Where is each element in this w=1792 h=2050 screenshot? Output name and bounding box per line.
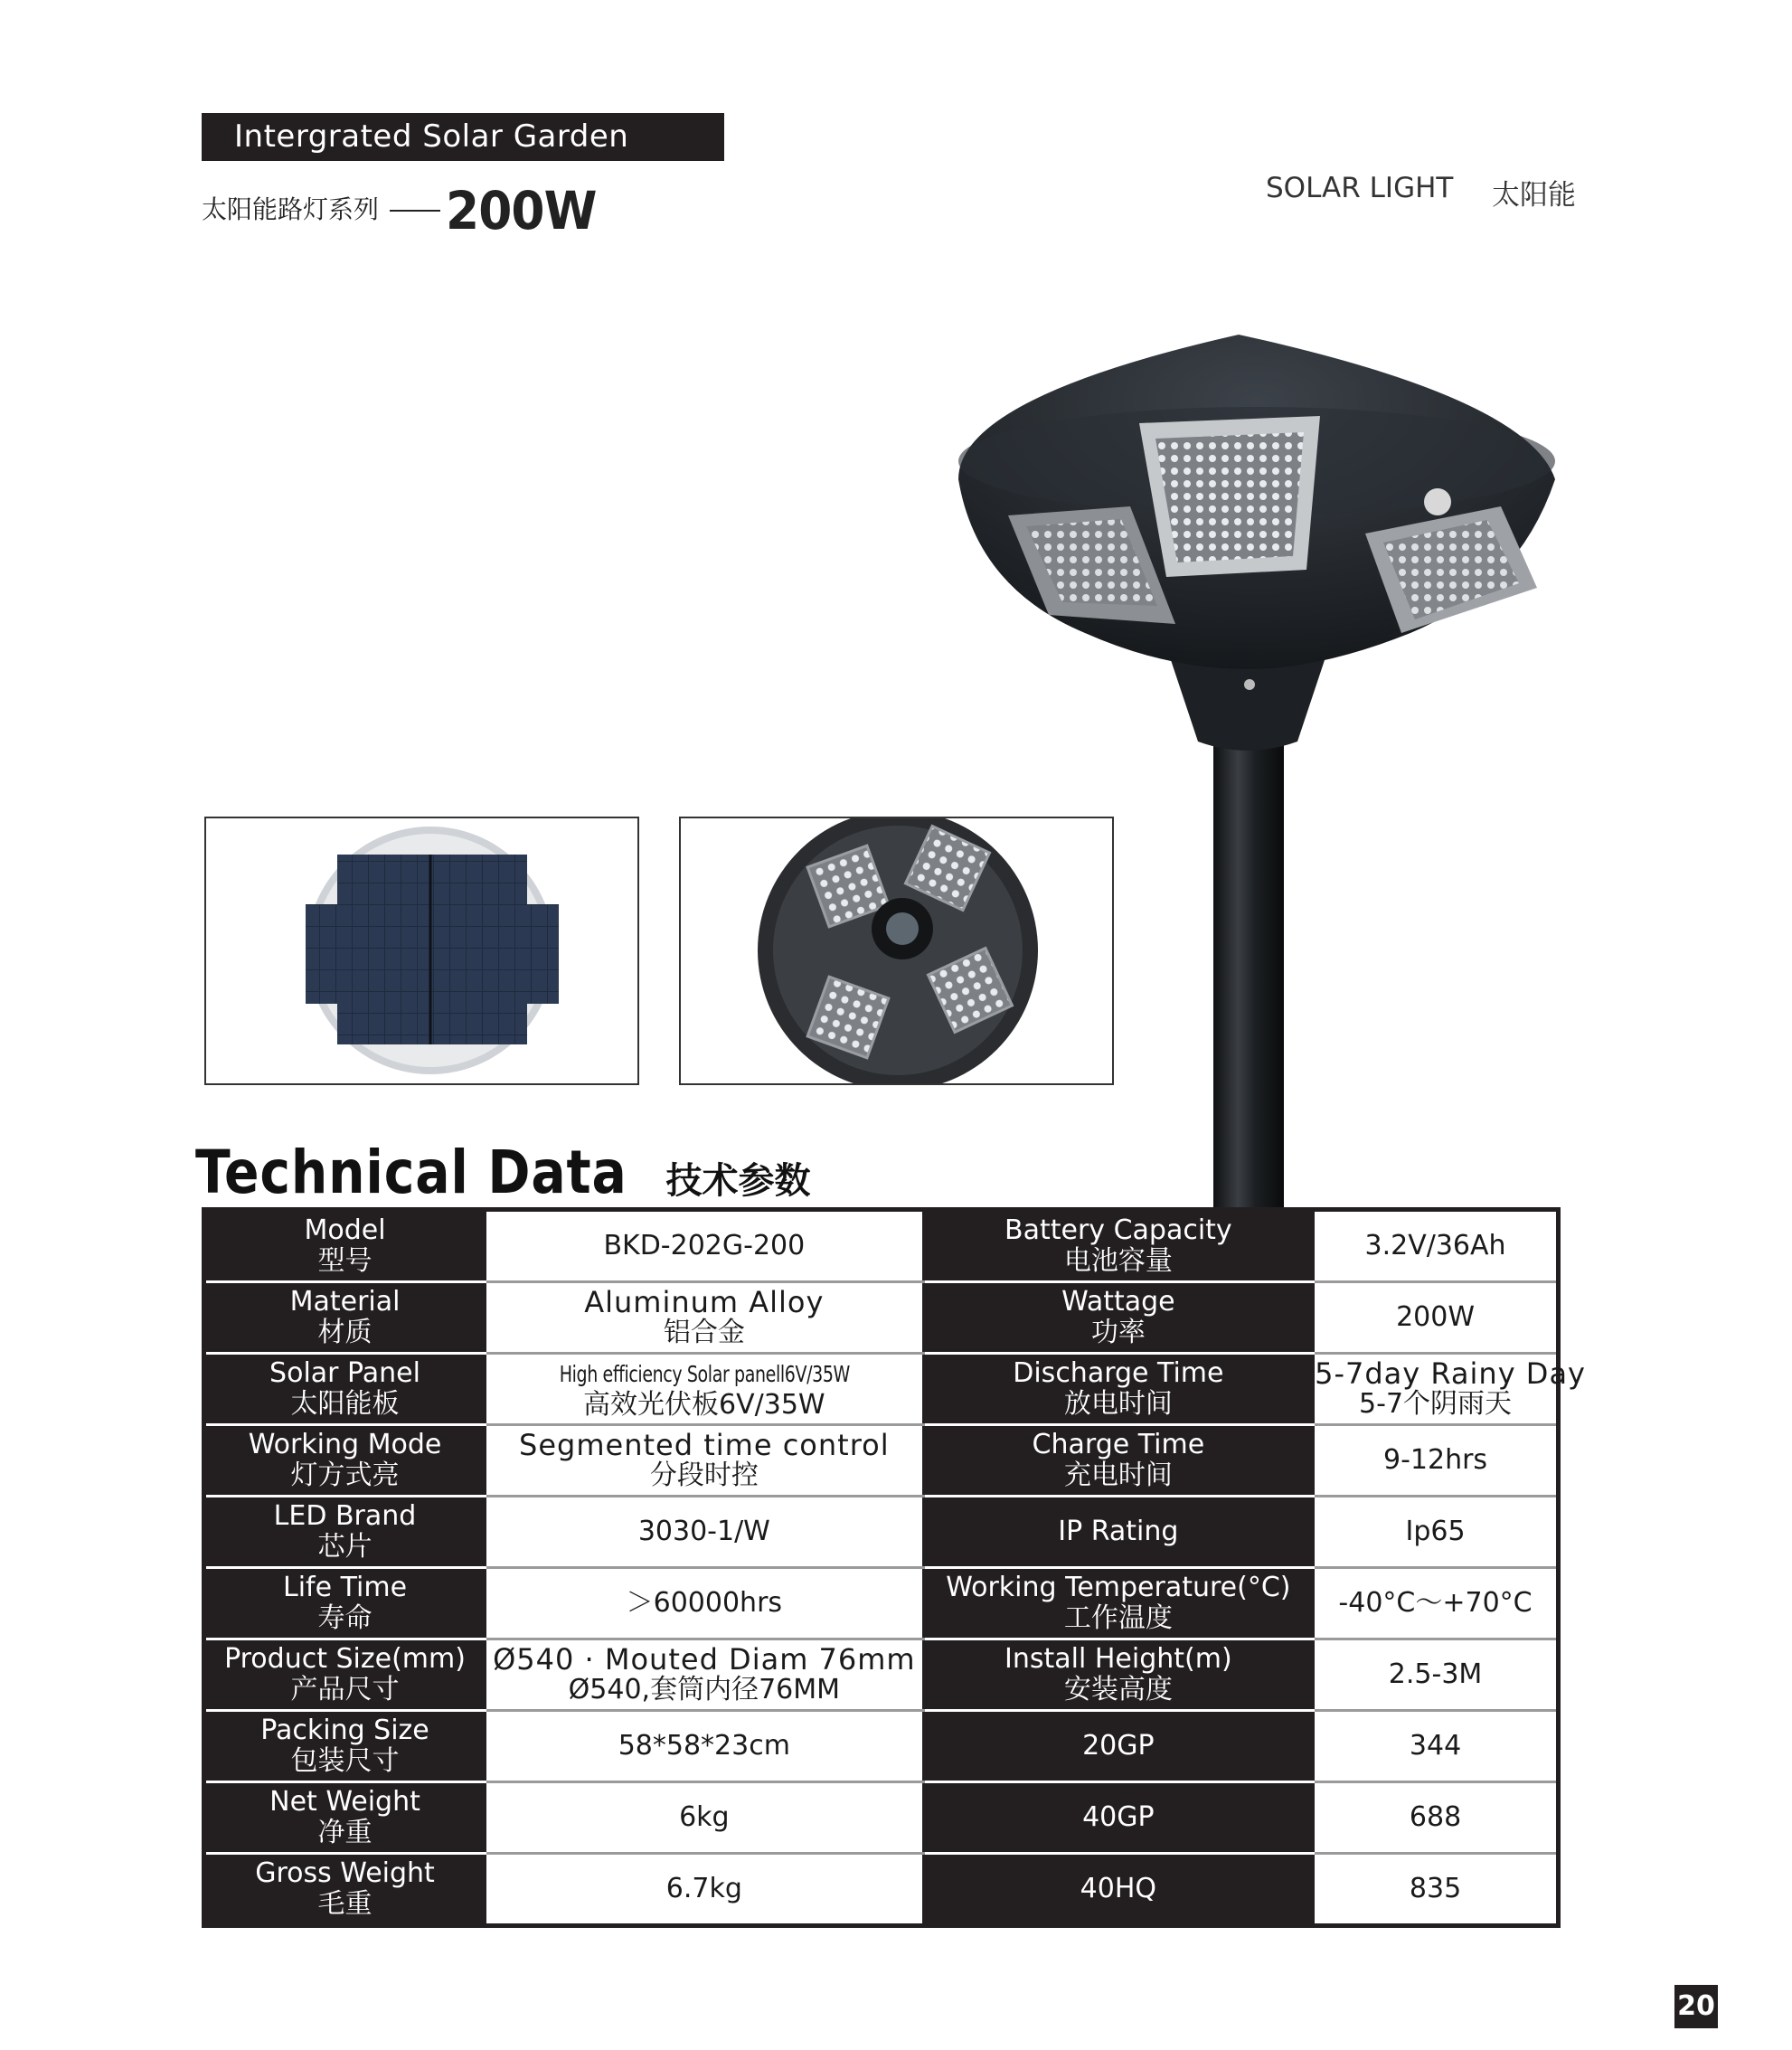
solar-panel-image: [206, 818, 637, 1083]
spec-label-cell: [204, 1568, 486, 1639]
spec-value-cell: [1314, 1282, 1559, 1354]
spec-row: [204, 1210, 1559, 1282]
spec-value: BKD-202G-200: [603, 1230, 806, 1261]
spec-label-cell: [923, 1497, 1313, 1568]
spec-label: 包装尺寸: [290, 1745, 400, 1777]
spec-label: 芯片: [317, 1531, 373, 1563]
spec-row: [204, 1282, 1559, 1354]
spec-value-cell: [486, 1425, 924, 1497]
spec-value: 688: [1409, 1801, 1462, 1833]
spec-row: [204, 1497, 1559, 1568]
spec-value-cell: [486, 1210, 924, 1282]
spec-label-cell: [204, 1282, 486, 1354]
spec-value: Ip65: [1405, 1516, 1466, 1547]
spec-label: Model: [304, 1214, 386, 1246]
spec-value-cell: [1314, 1497, 1559, 1568]
spec-value: 5-7day Rainy Day: [1315, 1356, 1586, 1391]
spec-label-cell: [923, 1782, 1313, 1854]
spec-label: Charge Time: [1032, 1429, 1205, 1460]
spec-value: -40°C～+70°C: [1338, 1587, 1533, 1619]
spec-value: High efficiency Solar panell6V/35W: [559, 1360, 850, 1387]
spec-label: 功率: [1090, 1317, 1146, 1348]
solar-light-label: SOLAR LIGHT: [1266, 172, 1454, 204]
spec-value-cell: [1314, 1210, 1559, 1282]
spec-value: 200W: [1396, 1301, 1475, 1333]
technical-data-title: Technical Data: [195, 1138, 627, 1207]
spec-label: 寿命: [317, 1602, 373, 1634]
spec-value-cell: [1314, 1354, 1586, 1425]
spec-label-cell: [204, 1782, 486, 1854]
spec-label-cell: [923, 1639, 1313, 1711]
spec-label: Solar Panel: [269, 1357, 420, 1389]
spec-label: 电池容量: [1063, 1245, 1173, 1277]
lamp-underside-thumbnail: [679, 817, 1114, 1085]
spec-value-cell: [486, 1568, 924, 1639]
spec-value-cell: [1314, 1568, 1559, 1639]
technical-data-heading: [195, 1138, 811, 1207]
spec-value: 58*58*23cm: [618, 1730, 790, 1762]
spec-label: Wattage: [1061, 1286, 1175, 1318]
spec-value: 3030-1/W: [637, 1516, 770, 1547]
spec-label: Gross Weight: [255, 1857, 435, 1889]
spec-value-cell: [1314, 1639, 1559, 1711]
subtitle-dash: [390, 210, 440, 212]
spec-label: IP Rating: [1058, 1516, 1179, 1547]
spec-value: 分段时控: [649, 1460, 759, 1491]
spec-label: Battery Capacity: [1004, 1214, 1232, 1246]
spec-label: 净重: [317, 1817, 373, 1848]
spec-row: [204, 1782, 1559, 1854]
spec-label-cell: [204, 1854, 486, 1926]
spec-label-cell: [204, 1639, 486, 1711]
spec-value-cell: [486, 1354, 924, 1425]
spec-label: 太阳能板: [290, 1388, 400, 1420]
spec-label: Life Time: [283, 1572, 408, 1603]
solar-label-cn: 太阳能: [1492, 179, 1576, 212]
spec-label: 充电时间: [1063, 1460, 1173, 1491]
spec-label-cell: [923, 1282, 1313, 1354]
spec-label: Discharge Time: [1013, 1357, 1224, 1389]
spec-value: 高效光伏板6V/35W: [583, 1388, 825, 1421]
spec-label: 产品尺寸: [290, 1674, 400, 1705]
spec-value-cell: [486, 1782, 924, 1854]
spec-value-cell: [486, 1282, 924, 1354]
spec-value: 9-12hrs: [1383, 1444, 1488, 1476]
spec-row: [204, 1711, 1559, 1782]
spec-value: 5-7个阴雨天: [1359, 1388, 1513, 1420]
lamp-underside-image: [681, 818, 1112, 1083]
spec-label: LED Brand: [273, 1500, 417, 1532]
spec-label: Install Height(m): [1004, 1643, 1232, 1675]
spec-value-cell: [1314, 1425, 1559, 1497]
spec-label-cell: [923, 1854, 1313, 1926]
spec-value: 344: [1409, 1730, 1462, 1762]
product-title-bar: [202, 113, 724, 203]
spec-label-cell: [204, 1210, 486, 1282]
spec-value: 6kg: [679, 1801, 730, 1833]
spec-label: 安装高度: [1063, 1674, 1173, 1705]
spec-label: 放电时间: [1063, 1388, 1173, 1420]
product-wattage: 200W: [446, 180, 597, 241]
spec-label: Working Temperature(°C): [946, 1572, 1291, 1603]
series-name-cn: 太阳能路灯系列: [202, 194, 380, 224]
product-subtitle: [202, 174, 609, 247]
spec-value-cell: [486, 1711, 924, 1782]
spec-label-cell: [923, 1711, 1313, 1782]
spec-row: [204, 1568, 1559, 1639]
technical-data-table: [202, 1207, 1586, 1928]
spec-value-cell: [1314, 1782, 1559, 1854]
spec-label-cell: [923, 1210, 1313, 1282]
spec-row: [204, 1639, 1559, 1711]
spec-value: 2.5-3M: [1388, 1658, 1483, 1690]
spec-label-cell: [204, 1354, 486, 1425]
spec-value-cell: [486, 1854, 924, 1926]
spec-row: [204, 1854, 1559, 1926]
spec-row: [204, 1425, 1559, 1497]
spec-label: 20GP: [1082, 1730, 1155, 1762]
spec-label: Net Weight: [269, 1786, 420, 1818]
spec-label: 毛重: [317, 1888, 373, 1920]
spec-value: ＞60000hrs: [626, 1587, 783, 1619]
spec-label-cell: [923, 1354, 1313, 1425]
technical-data-title-cn: 技术参数: [665, 1160, 811, 1202]
spec-label-cell: [923, 1568, 1313, 1639]
spec-value: Ø540,套筒内径76MM: [568, 1674, 841, 1705]
solar-panel-thumbnail: [204, 817, 639, 1085]
spec-label: Packing Size: [260, 1715, 429, 1746]
spec-label-cell: [204, 1425, 486, 1497]
spec-label: Material: [289, 1286, 401, 1318]
spec-label-cell: [204, 1497, 486, 1568]
product-title: Intergrated Solar Garden Lamp: [234, 118, 629, 203]
spec-value-cell: [486, 1497, 924, 1568]
spec-value-cell: [1314, 1711, 1559, 1782]
spec-value: Ø540 · Mouted Diam 76mm: [493, 1642, 916, 1677]
spec-value: Aluminum Alloy: [584, 1285, 825, 1319]
spec-label-cell: [923, 1425, 1313, 1497]
spec-label: 40GP: [1082, 1801, 1155, 1833]
spec-label: 40HQ: [1080, 1873, 1157, 1904]
spec-label: 工作温度: [1063, 1602, 1173, 1634]
spec-value: 3.2V/36Ah: [1364, 1230, 1506, 1261]
spec-value-cell: [1314, 1854, 1559, 1926]
spec-value: 铝合金: [663, 1317, 745, 1348]
spec-label: 灯方式亮: [290, 1460, 400, 1491]
spec-label: 型号: [317, 1245, 373, 1277]
spec-value: 835: [1409, 1873, 1462, 1904]
spec-value: Segmented time control: [519, 1428, 890, 1462]
spec-row: [204, 1354, 1559, 1425]
spec-label: Product Size(mm): [224, 1643, 466, 1675]
page-number: 20: [1674, 1985, 1718, 2028]
spec-label: 材质: [317, 1317, 373, 1348]
spec-label: Working Mode: [248, 1429, 442, 1460]
spec-value: 6.7kg: [665, 1873, 742, 1904]
spec-value-cell: [486, 1639, 924, 1711]
spec-label-cell: [204, 1711, 486, 1782]
